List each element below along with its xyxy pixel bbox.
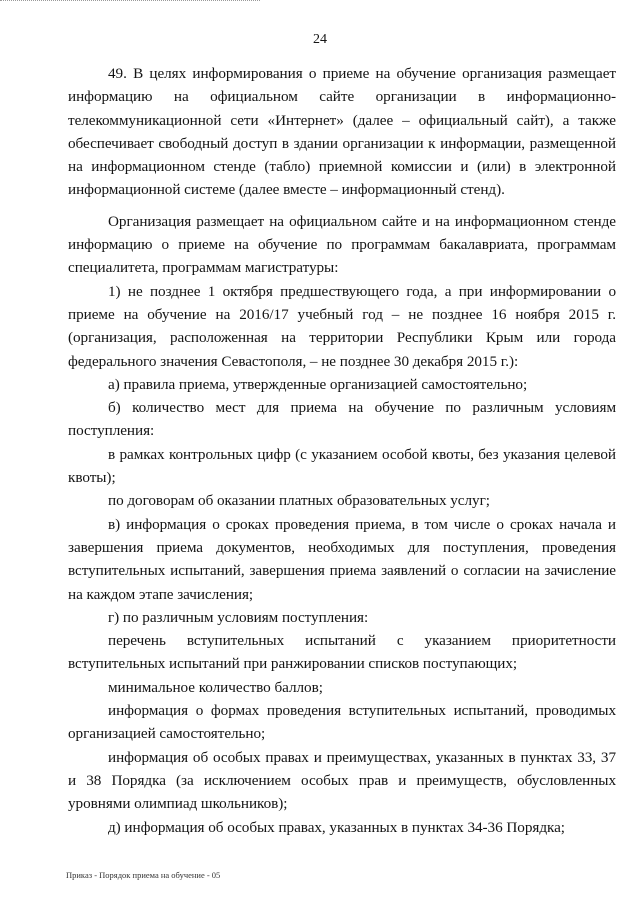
paragraph-item-a: а) правила приема, утвержденные организацией самостоятельно; <box>108 375 528 393</box>
paragraph-item-g: г) по различным условиям поступления: <box>108 608 369 626</box>
page-number: 24 <box>313 32 327 47</box>
paragraph-item-d: д) информация об особых правах, указанных в пунктах 34-36 Порядка; <box>108 818 565 836</box>
document-body <box>68 62 616 839</box>
scan-edge-line <box>0 0 260 4</box>
paragraph-exam-list: перечень вступительных испытаний с указанием приоритетности вступительных испытаний при ранжировании списков поступающих; <box>68 632 616 673</box>
paragraph-item-b: б) количество мест для приема на обучение по различным условиям поступления: <box>68 399 616 440</box>
footer-note: Приказ - Порядок приема на обучение - 05 <box>66 870 221 880</box>
paragraph-min-score: минимальное количество баллов; <box>108 678 323 696</box>
paragraph-item-v: в) информация о сроках проведения приема, в том числе о сроках начала и завершения приема документов, необходимых для поступления, проведения вступительных испытаний, завершения приема заявлений о согласии на зачисление на каждом этапе зачисления; <box>68 515 616 603</box>
paragraph-special-rights: информация об особых правах и преимуществах, указанных в пунктах 33, 37 и 38 Порядка (за исключением особых прав и преимуществ, обусловленных уровнями олимпиад школьников); <box>68 748 616 813</box>
paragraph-exam-forms: информация о формах проведения вступительных испытаний, проводимых организацией самостоятельно; <box>68 702 616 743</box>
paragraph-item-1: 1) не позднее 1 октября предшествующего года, а при информировании о приеме на обучение на 2016/17 учебный год – не позднее 16 ноября 2015 г. (организация, расположенная на территории Республики Крым или города федерального значения Севастополя, – не позднее 30 декабря 2015 г.): <box>68 282 616 370</box>
paragraph-paid-contracts: по договорам об оказании платных образовательных услуг; <box>108 492 490 510</box>
paragraph-control-figures: в рамках контрольных цифр (с указанием особой квоты, без указания целевой квоты); <box>68 445 616 487</box>
paragraph-49: 49. В целях информирования о приеме на обучение организация размещает информацию на официальном сайте организации в информационно-телекоммуникационной сети «Интернет» (далее – официальный сайт), а также обеспечивает свободный доступ в здании организации к информации, размещенной на информационном стенде (табло) приемной комиссии и (или) в электронной информационной системе (далее вместе – информационный стенд). <box>68 65 616 199</box>
paragraph-organization-posts: Организация размещает на официальном сайте и на информационном стенде информацию о приеме на обучение по программам бакалавриата, программам специалитета, программам магистратуры: <box>68 212 616 277</box>
